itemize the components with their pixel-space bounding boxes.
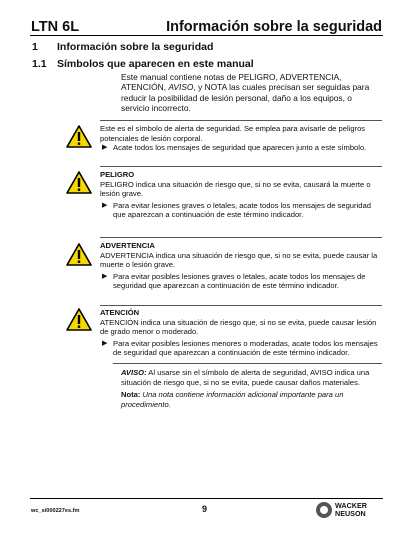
aviso-label: AVISO:: [121, 368, 147, 377]
alert-symbol-text: Este es el símbolo de alerta de seguridad. Se emplea para avisarle de peligros potenciales de lesión corporal.: [100, 124, 366, 143]
signal-word-advertencia: ADVERTENCIA: [100, 241, 155, 250]
warning-triangle-icon: [66, 171, 92, 194]
brand-logo-text: [335, 502, 367, 518]
section-number: 1: [32, 41, 38, 53]
document-model: LTN 6L: [31, 19, 80, 35]
page-number: 9: [202, 504, 208, 514]
peligro-text: PELIGRO indica una situación de riesgo que, si no se evita, causará la muerte o lesión grave.: [100, 179, 371, 199]
intro-text: , y NOTA las cuales precisan ser seguidas para reducir la posibilidad de lesión personal, daño a los equipos, o servicio incorrecto.: [121, 82, 370, 114]
block-divider: [100, 305, 382, 306]
nota-label: Nota:: [121, 390, 141, 399]
block-divider: [100, 166, 382, 167]
bullet-icon: ▶: [102, 144, 108, 152]
warning-triangle-icon: [66, 125, 92, 148]
nota-text: Una nota contiene información adicional importante para un procedimiento.: [121, 390, 344, 409]
block-divider: [100, 237, 382, 238]
footer-filename: wc_si000227es.fm: [31, 508, 80, 514]
signal-word-peligro: PELIGRO: [100, 170, 135, 179]
bullet-item: [100, 272, 382, 291]
peligro-block: [100, 170, 382, 220]
section-title: Símbolos que aparecen en este manual: [57, 58, 254, 70]
intro-text: Este manual contiene notas de PELIGRO, ADVERTENCIA, ATENCIÓN,: [121, 72, 342, 93]
bullet-text: Para evitar posibles lesiones menores o moderadas, acate todos los mensajes de seguridad que aparezcan a continuación de este término indicador.: [113, 338, 378, 358]
bullet-text: Para evitar posibles lesiones graves o letales, acate todos los mensajes de seguridad que aparezcan a continuación de este término indicador.: [113, 271, 366, 291]
bullet-text: Acate todos los mensajes de seguridad que aparecen junto a este símbolo.: [113, 143, 367, 153]
section-title: Información sobre la seguridad: [57, 41, 214, 53]
atencion-text: ATENCIÓN indica una situación de riesgo que, si no se evita, puede causar lesión de grado menor o moderado.: [100, 317, 377, 337]
bullet-item: [100, 201, 382, 220]
alert-symbol-block: [100, 124, 382, 153]
nota-note: [121, 390, 383, 409]
section-number: 1.1: [32, 58, 47, 70]
logo-line-2: NEUSON: [335, 509, 366, 519]
block-divider: [100, 120, 382, 121]
aviso-note: [121, 368, 383, 387]
warning-triangle-icon: [66, 308, 92, 331]
wacker-neuson-logo-icon: [316, 502, 332, 518]
footer-divider: [30, 498, 383, 499]
aviso-text: Al usarse sin el símbolo de alerta de seguridad, AVISO indica una situación de riesgo que, si no se evita, puede causar daños materiales.: [121, 368, 370, 387]
signal-word-atencion: ATENCIÓN: [100, 308, 140, 317]
bullet-item: [100, 339, 382, 358]
intro-paragraph: [121, 72, 381, 114]
atencion-block: [100, 308, 382, 358]
advertencia-block: [100, 241, 382, 291]
block-divider: [113, 363, 382, 364]
bullet-icon: ▶: [102, 201, 108, 209]
page-header-title: Información sobre la seguridad: [166, 19, 382, 35]
bullet-icon: ▶: [102, 272, 108, 280]
advertencia-text: ADVERTENCIA indica una situación de riesgo que, si no se evita, puede causar la muerte o lesión grave.: [100, 250, 378, 270]
bullet-item: [100, 143, 382, 153]
intro-aviso-word: AVISO: [168, 82, 194, 93]
warning-triangle-icon: [66, 243, 92, 266]
section-heading-1: [32, 41, 213, 53]
bullet-icon: ▶: [102, 339, 108, 347]
bullet-text: Para evitar lesiones graves o letales, acate todos los mensajes de seguridad que aparezcan a continuación de este término indicador.: [113, 200, 371, 220]
logo-line-1: WACKER: [335, 501, 367, 510]
section-heading-1-1: [32, 58, 254, 70]
header-divider: [30, 35, 383, 36]
